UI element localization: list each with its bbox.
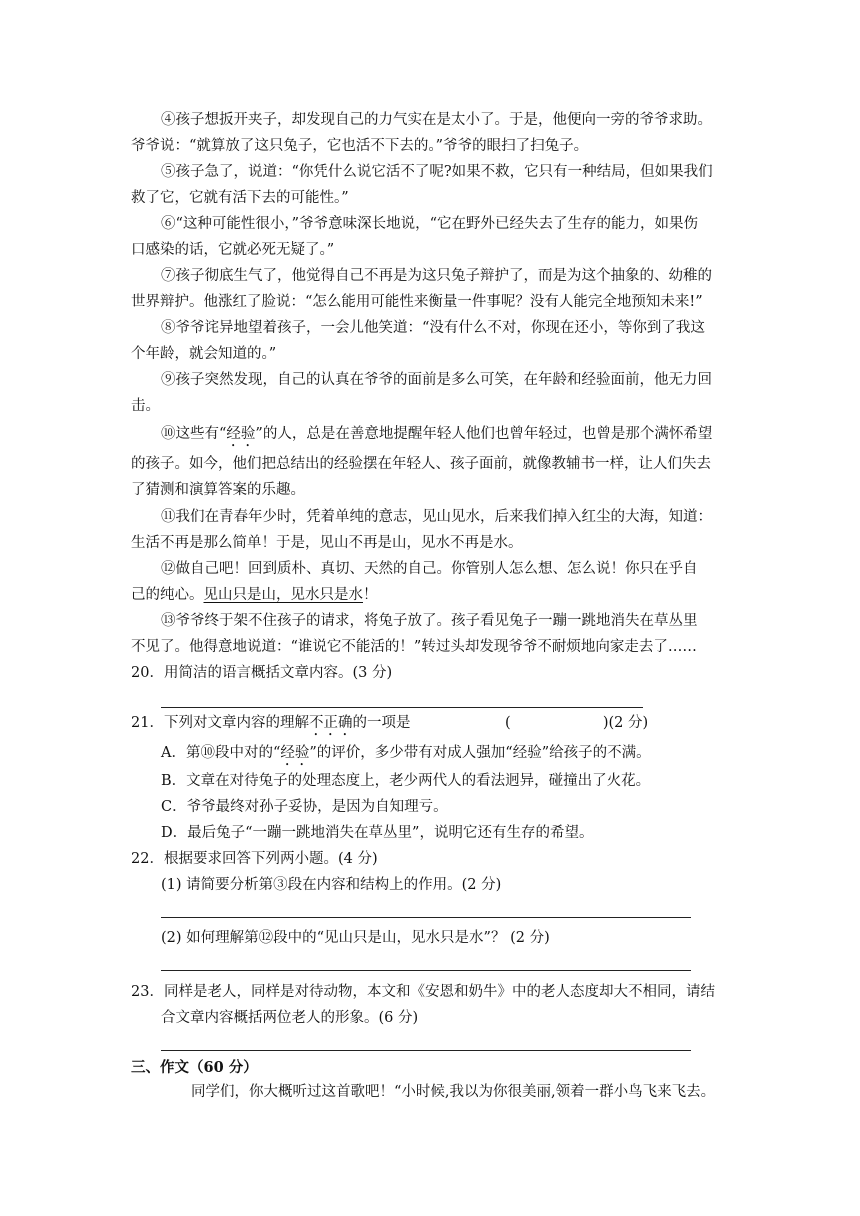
composition-prompt-text: 同学们，你大概听过这首歌吧！“小时候,我以为你很美丽,领着一群小鸟飞来飞去。	[191, 1084, 716, 1100]
para-7-line-1: ⑦孩子彻底生气了，他觉得自己不再是为这只兔子辩护了，而是为这个抽象的、幼稚的	[161, 268, 712, 284]
para-10-line-1	[161, 424, 712, 450]
para-6-line-1: ⑥“这种可能性很小，”爷爷意味深长地说，“它在野外已经失去了生存的能力，如果伤	[161, 216, 698, 232]
question-23-line-1: 23．同样是老人，同样是对待动物，本文和《安恩和奶牛》中的老人态度却大不相同，请结	[131, 984, 715, 1000]
question-21-option-c: C．爷爷最终对孙子妥协，是因为自知理亏。	[161, 799, 448, 815]
para-7-line-2: 世界辩护。他涨红了脸说：“怎么能用可能性来衡量一件事呢？没有人能完全地预知未来!”	[131, 294, 703, 310]
para-5-line-1: ⑤孩子急了，说道：“你凭什么说它活不了呢?如果不救，它只有一种结局，但如果我们	[161, 164, 713, 180]
option-a-text-a: A．第⑩段中对的“	[161, 745, 281, 761]
para-5-line-2: 救了它，它就有活下去的可能性。”	[131, 190, 349, 206]
answer-line-q20	[161, 707, 643, 708]
para-11-line-1: ⑪我们在青春年少时，凭着单纯的意志，见山见水，后来我们掉入红尘的大海，知道：	[161, 509, 712, 525]
answer-line-q22-2	[161, 970, 691, 971]
para-13-line-2: 不见了。他得意地说道：“谁说它不能活的！”转过头却发现爷爷不耐烦地向家走去了……	[131, 639, 697, 655]
para-10-text-c: ”的人，总是在善意地提醒年轻人他们也曾年轻过，也曾是那个满怀希望	[255, 426, 713, 442]
para-4-line-1: ④孩子想扳开夹子，却发现自己的力气实在是太小了。于是，他便向一旁的爷爷求助。	[161, 112, 712, 128]
para-12-underlined-quote: 见山只是山，见水只是水	[203, 587, 363, 603]
para-12-text-a: 己的纯心。	[131, 587, 204, 603]
question-21-option-b: B．文章在对待兔子的处理态度上，老少两代人的看法迥异，碰撞出了火花。	[161, 773, 651, 789]
question-22-part-2: (2) 如何理解第⑫段中的“见山只是山，见水只是水”？ (2 分)	[161, 930, 550, 946]
question-21-option-d: D．最后兔子“一蹦一跳地消失在草丛里”，说明它还有生存的希望。	[161, 825, 594, 841]
question-23-line-2: 合文章内容概括两位老人的形象。(6 分)	[161, 1010, 419, 1026]
para-9-line-2: 击。	[131, 398, 160, 414]
para-8-line-2: 个年龄，就会知道的。”	[131, 346, 277, 362]
question-21-option-a	[161, 743, 651, 769]
question-20: 20．用简洁的语言概括文章内容。(3 分)	[131, 665, 393, 681]
question-21-text-c: 的一项是	[352, 715, 411, 731]
composition-heading: 三、作文（60 分）	[131, 1059, 258, 1076]
para-10-line-2: 的孩子。如今，他们把总结出的经验摆在年轻人、孩子面前，就像教辅书一样，让人们失去	[131, 456, 711, 472]
question-22-part-1: (1) 请简要分析第③段在内容和结构上的作用。(2 分)	[161, 877, 502, 893]
answer-line-q23	[161, 1050, 691, 1051]
para-12-line-1: ⑫做自己吧！回到质朴、真切、天然的自己。你管别人怎么想、怎么说！你只在乎自	[161, 561, 698, 577]
para-4-line-2: 爷爷说：“就算放了这只兔子，它也活不下去的。”爷爷的眼扫了扫兔子。	[131, 138, 589, 154]
para-10-emphasis-experience: 经验	[226, 426, 256, 442]
answer-line-q22-1	[161, 917, 691, 918]
question-21-answer-blank: ( )(2 分)	[505, 715, 649, 731]
question-21-text-a: 21．下列对文章内容的理解	[131, 715, 309, 731]
para-12-line-2	[131, 585, 378, 605]
para-10-text-a: ⑩这些有“	[161, 426, 227, 442]
question-22: 22．根据要求回答下列两小题。(4 分)	[131, 851, 378, 867]
para-9-line-1: ⑨孩子突然发现，自己的认真在爷爷的面前是多么可笑，在年龄和经验面前，他无力回	[161, 372, 712, 388]
para-6-line-2: 口感染的话，它就必死无疑了。”	[131, 242, 335, 258]
option-a-text-c: ”的评价，多少带有对成人强加“经验”给孩子的不满。	[309, 745, 651, 761]
question-21-emphasis-incorrect: 不正确	[308, 715, 353, 731]
option-a-emphasis-experience: 经验	[280, 745, 310, 761]
question-21	[131, 713, 410, 739]
para-12-text-c: ！	[363, 587, 378, 603]
para-10-line-3: 了猜测和演算答案的乐趣。	[131, 482, 305, 498]
para-13-line-1: ⑬爷爷终于架不住孩子的请求，将兔子放了。孩子看见兔子一蹦一跳地消失在草丛里	[161, 613, 698, 629]
para-8-line-1: ⑧爷爷诧异地望着孩子，一会儿他笑道：“没有什么不对，你现在还小，等你到了我这	[161, 320, 705, 336]
para-11-line-2: 生活不再是那么简单！于是，见山不再是山，见水不再是水。	[131, 535, 523, 551]
